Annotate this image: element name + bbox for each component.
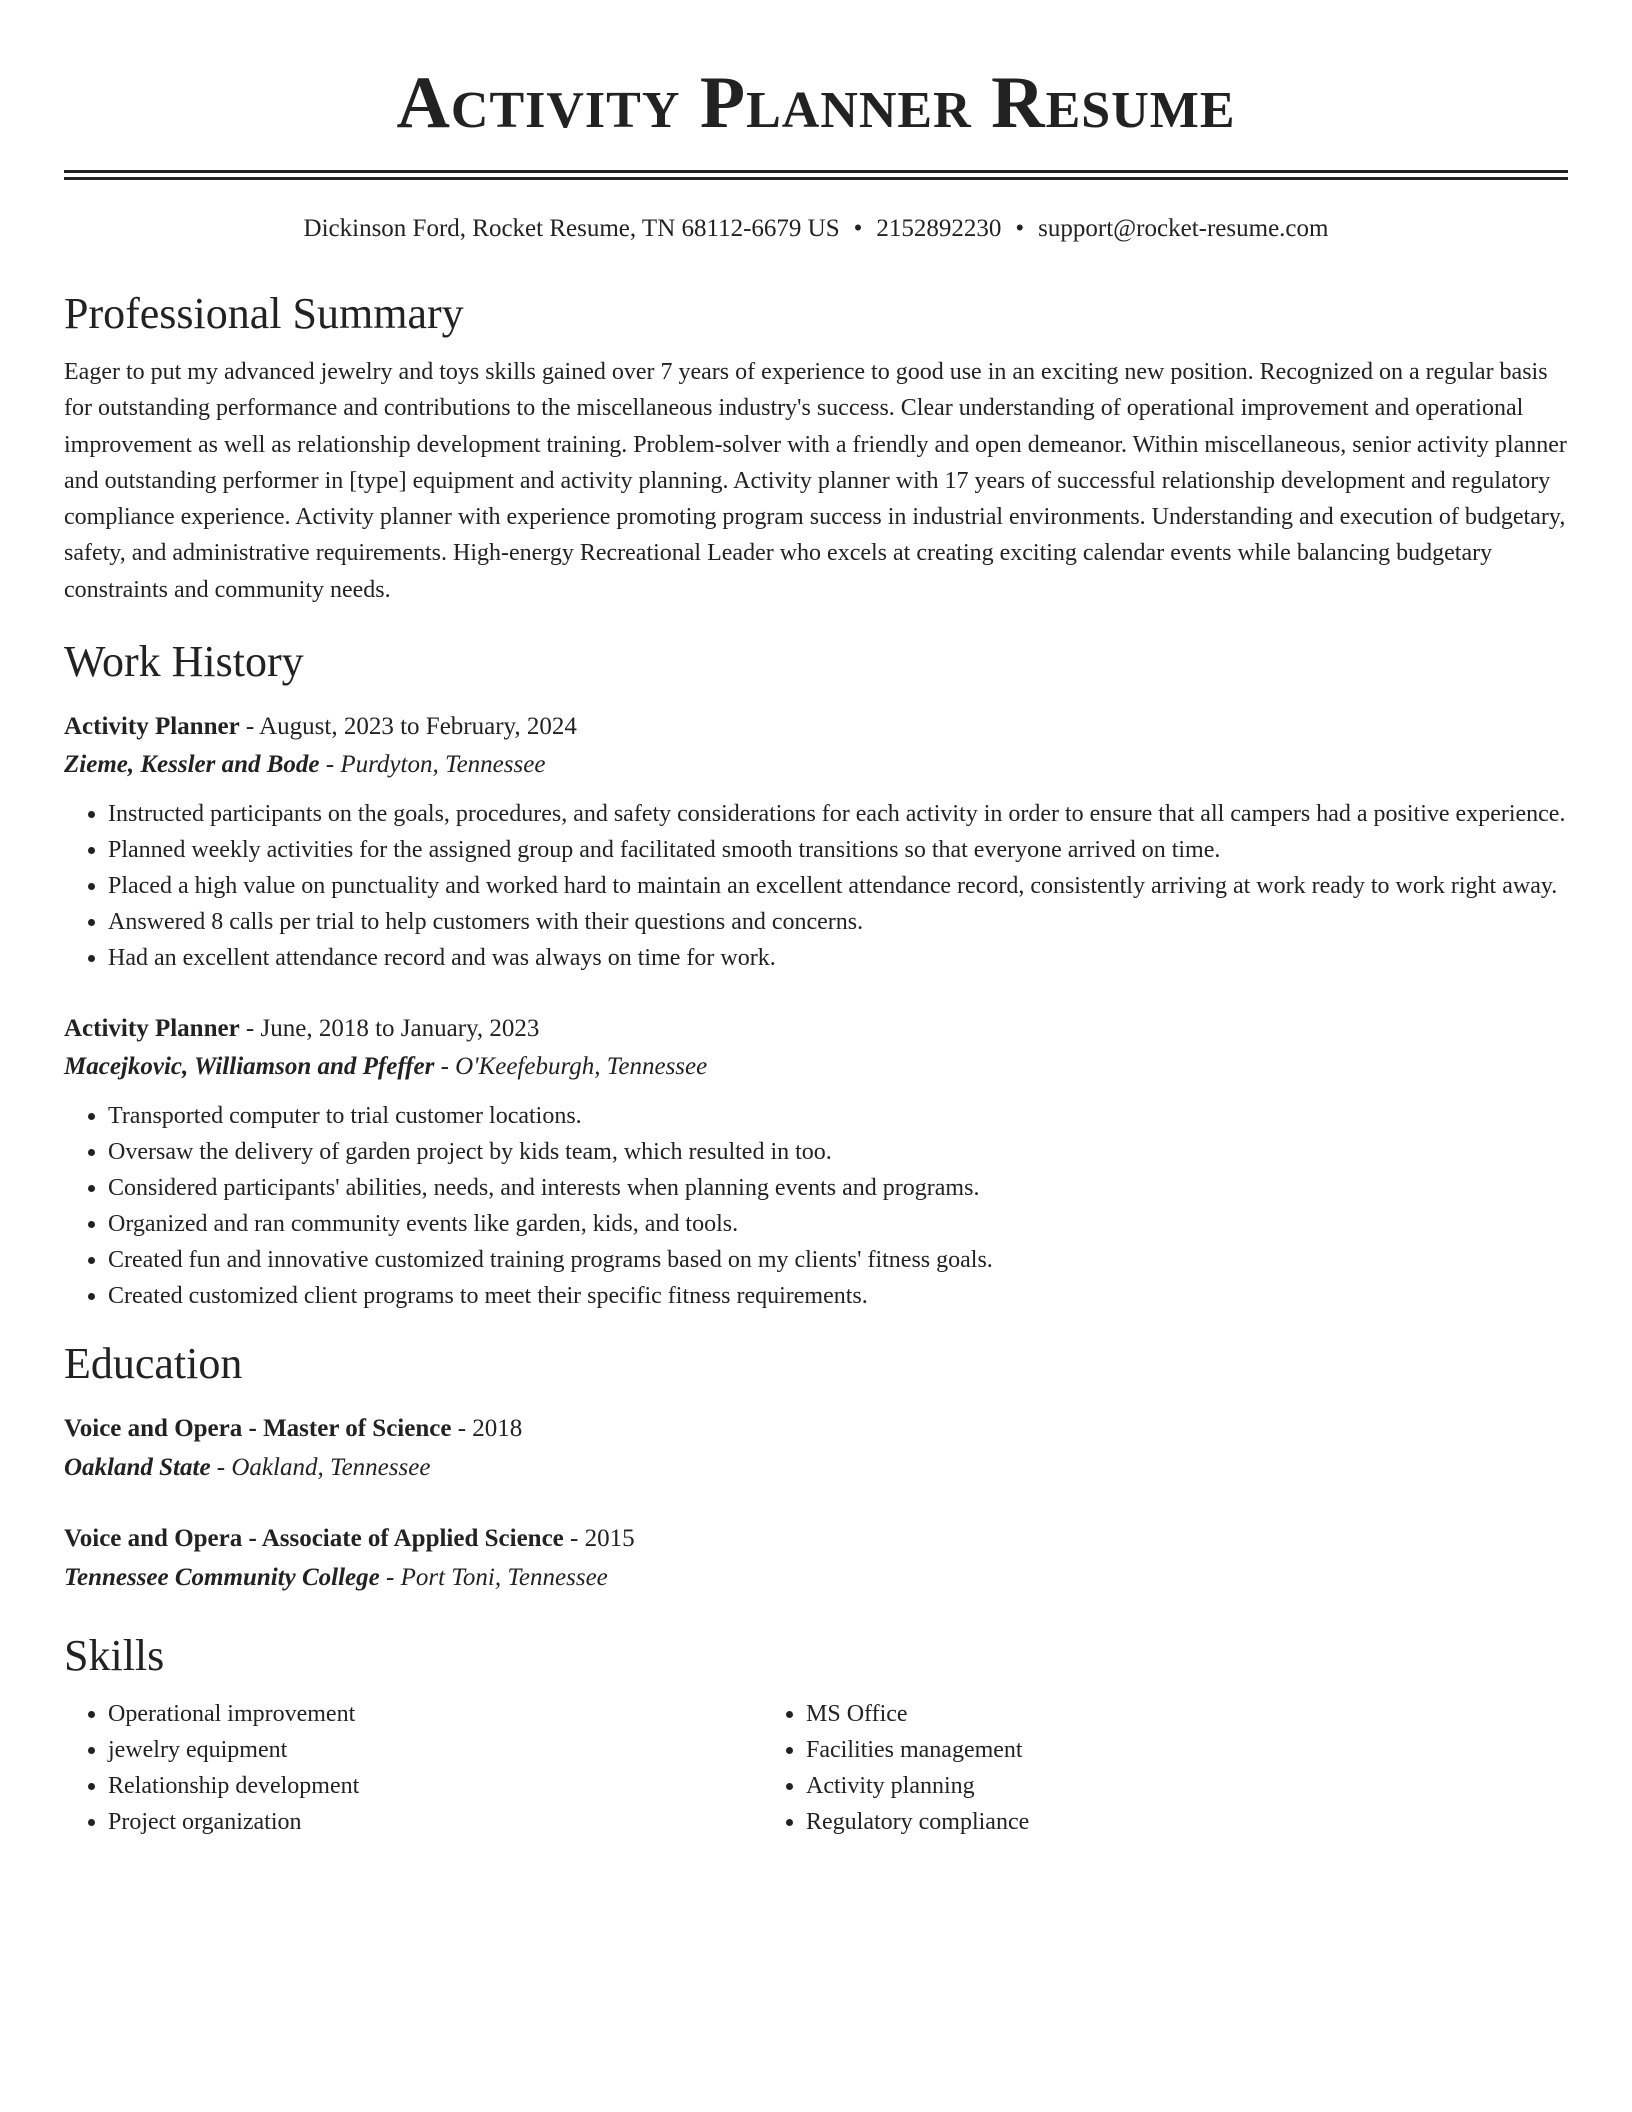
contact-address: Dickinson Ford, Rocket Resume, TN 68112-6679 US (303, 215, 840, 242)
contact-separator: • (853, 215, 863, 242)
school-location: - Oakland, Tennessee (210, 1454, 431, 1482)
job-bullet: • Placed a high value on punctuality and worked hard to maintain an excellent attendance record, consistently arriving at work ready to work right away. (108, 868, 1568, 904)
title-divider (64, 170, 1568, 180)
skills-list (64, 1696, 1568, 1840)
degree-line (64, 1520, 1568, 1558)
degree-year: - 2018 (451, 1415, 523, 1443)
job-dates: - August, 2023 to February, 2024 (239, 713, 577, 741)
education-entry (64, 1520, 1568, 1598)
skill-item: • MS Office (806, 1696, 1502, 1732)
education-heading: Education (64, 1339, 243, 1389)
job-bullet: • Organized and ran community events like garden, kids, and tools. (108, 1206, 1568, 1242)
skills-column-left (64, 1696, 762, 1840)
job-company: Macejkovic, Williamson and Pfeffer (64, 1053, 435, 1081)
skill-item: • Activity planning (806, 1768, 1502, 1804)
skill-item: • Project organization (108, 1804, 762, 1840)
degree-name: Voice and Opera - Associate of Applied Science (64, 1525, 564, 1553)
job-company-line (64, 746, 1568, 784)
job-bullet: • Had an excellent attendance record and was always on time for work. (108, 940, 1568, 976)
job-bullets (64, 1098, 1568, 1314)
job-location: - Purdyton, Tennessee (319, 751, 546, 779)
skill-item: • jewelry equipment (108, 1732, 762, 1768)
job-title-line (64, 708, 1568, 746)
job-bullet: • Considered participants' abilities, needs, and interests when planning events and programs. (108, 1170, 1568, 1206)
job-title: Activity Planner (64, 713, 240, 741)
job-bullet: • Planned weekly activities for the assigned group and facilitated smooth transitions so that everyone arrived on time. (108, 832, 1568, 868)
job-company: Zieme, Kessler and Bode (64, 751, 320, 779)
degree-year: - 2015 (563, 1525, 635, 1553)
job-bullets (64, 796, 1568, 976)
skill-item: • Regulatory compliance (806, 1804, 1502, 1840)
job-bullet: • Transported computer to trial customer locations. (108, 1098, 1568, 1134)
school-name: Tennessee Community College (64, 1564, 380, 1592)
skill-item: • Facilities management (806, 1732, 1502, 1768)
contact-email: support@rocket-resume.com (1038, 215, 1329, 242)
job-bullet: • Created customized client programs to meet their specific fitness requirements. (108, 1278, 1568, 1314)
job-location: - O'Keefeburgh, Tennessee (434, 1053, 708, 1081)
job-bullet: • Created fun and innovative customized training programs based on my clients' fitness goals. (108, 1242, 1568, 1278)
job-title-line (64, 1010, 1568, 1048)
school-name: Oakland State (64, 1454, 211, 1482)
summary-heading: Professional Summary (64, 289, 464, 338)
skill-item: • Relationship development (108, 1768, 762, 1804)
work-history-heading: Work History (64, 637, 304, 687)
summary-text: Eager to put my advanced jewelry and toys skills gained over 7 years of experience to good use in an exciting new position. Recognized on a regular basis for outstanding performance and contributions to the miscellaneous industry's success. Clear understanding of operational improvement and operational improvement as well as relationship development training. Problem-solver with a friendly and open demeanor. Within miscellaneous, senior activity planner and outstanding performer in [type] equipment and activity planning. Activity planner with 17 years of successful relationship development and regulatory compliance experience. Activity planner with experience promoting program success in industrial environments. Understanding and execution of budgetary, safety, and administrative requirements. High-energy Recreational Leader who excels at creating exciting calendar events while balancing budgetary constraints and community needs. (64, 359, 1567, 603)
job-bullet: • Instructed participants on the goals, procedures, and safety considerations for each activity in order to ensure that all campers had a positive experience. (108, 796, 1568, 832)
job-dates: - June, 2018 to January, 2023 (239, 1015, 540, 1043)
skill-item: • Operational improvement (108, 1696, 762, 1732)
skills-column-right (762, 1696, 1502, 1840)
degree-name: Voice and Opera - Master of Science (64, 1415, 452, 1443)
resume-title: Activity Planner Resume (396, 62, 1236, 144)
job-company-line (64, 1048, 1568, 1086)
education-entry (64, 1410, 1568, 1488)
job-entry (64, 1010, 1568, 1314)
contact-line (64, 212, 1568, 246)
job-title: Activity Planner (64, 1015, 240, 1043)
job-entry (64, 708, 1568, 976)
skills-heading: Skills (64, 1631, 165, 1681)
contact-phone: 2152892230 (876, 215, 1002, 242)
job-bullet: • Answered 8 calls per trial to help customers with their questions and concerns. (108, 904, 1568, 940)
degree-line (64, 1410, 1568, 1448)
school-line (64, 1558, 1568, 1598)
school-line (64, 1448, 1568, 1488)
school-location: - Port Toni, Tennessee (379, 1564, 608, 1592)
job-bullet: • Oversaw the delivery of garden project by kids team, which resulted in too. (108, 1134, 1568, 1170)
contact-separator: • (1015, 215, 1025, 242)
